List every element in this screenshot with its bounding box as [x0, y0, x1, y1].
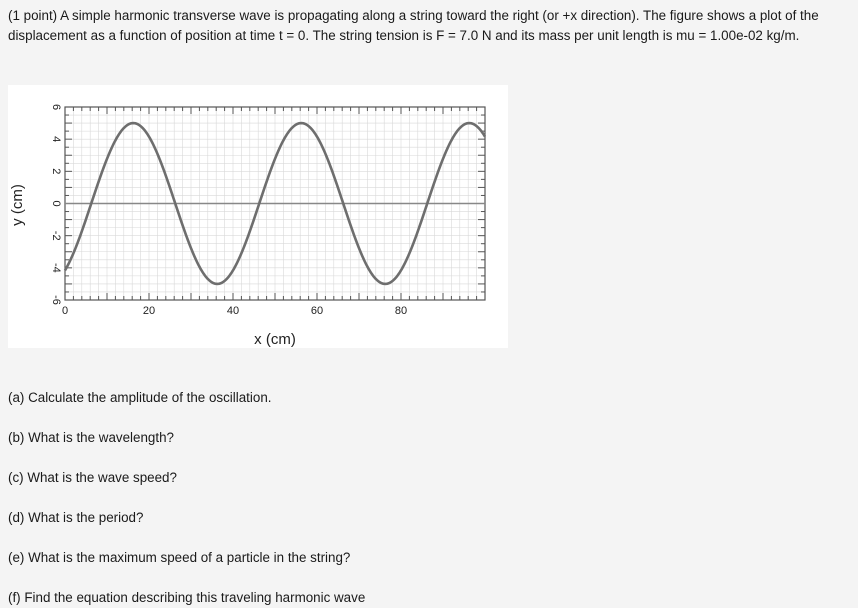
question-d: (d) What is the period?: [8, 510, 144, 525]
y-tick-label: -4: [50, 262, 62, 273]
x-tick-label: 20: [142, 305, 156, 317]
chart-tick-labels: [50, 104, 407, 317]
x-tick-label: 60: [310, 305, 324, 317]
question-a: (a) Calculate the amplitude of the oscillation.: [8, 390, 272, 405]
x-tick-label: 80: [394, 305, 408, 317]
x-axis-label: x (cm): [254, 331, 296, 348]
question-f: (f) Find the equation describing this traveling harmonic wave: [8, 590, 366, 605]
x-tick-label: 0: [61, 305, 69, 317]
y-tick-label: 0: [50, 200, 62, 207]
question-c: (c) What is the wave speed?: [8, 470, 177, 485]
x-tick-label: 40: [226, 305, 240, 317]
question-b: (b) What is the wavelength?: [8, 430, 174, 445]
y-tick-label: 4: [50, 136, 62, 143]
question-e: (e) What is the maximum speed of a particle in the string?: [8, 550, 351, 565]
y-tick-label: -2: [50, 230, 62, 241]
problem-intro: (1 point) A simple harmonic transverse wave is propagating along a string toward the right (or +x direction). The figure shows a plot of the displacement as a function of position at time t = 0. The string tension is F = 7.0 N and its mass per unit length is mu = 1.00e-02 kg/m.: [8, 8, 819, 43]
y-tick-label: 2: [50, 168, 62, 175]
y-axis-label: y (cm): [9, 184, 26, 226]
y-tick-label: 6: [50, 103, 62, 111]
wave-figure: [8, 85, 508, 348]
y-tick-label: -6: [50, 295, 62, 305]
wave-chart: [8, 85, 508, 348]
